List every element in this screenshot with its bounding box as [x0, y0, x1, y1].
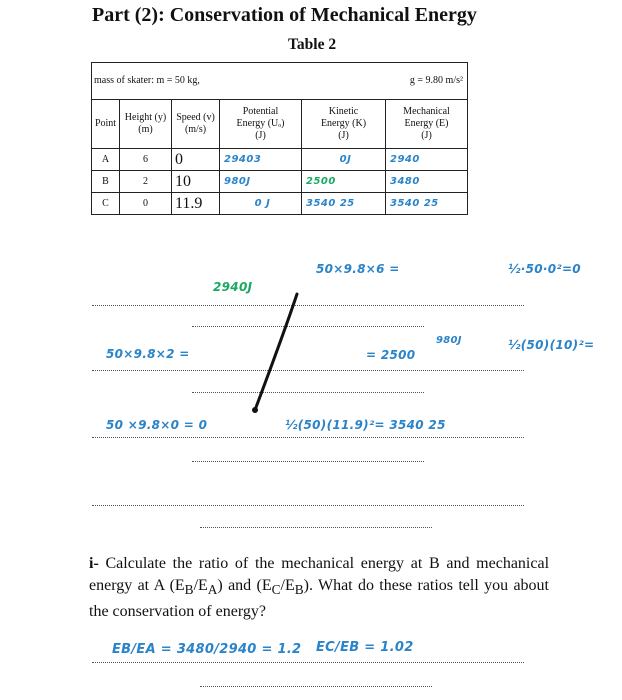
question-label: i- — [89, 555, 99, 572]
question-body: Calculate the ratio of the mechanical energy at B and mechanical energy at A $(E_B/E_A)$ and $(E_C/E_B)$. What do these ratios tell you about the conservation of energy? — [89, 555, 550, 621]
pen-stroke — [245, 290, 305, 420]
cell-speed: 0 — [172, 149, 220, 171]
table-header-row — [92, 100, 468, 149]
cell-kinetic: 0J — [302, 149, 386, 171]
header-point: Point — [92, 100, 120, 149]
work-potential-c: 50 ×9.8×0 = 0 — [106, 418, 208, 432]
work-result-b: 980J — [436, 335, 462, 346]
table-row — [92, 171, 468, 193]
dotted-line — [92, 437, 524, 438]
cell-height: 0 — [120, 193, 172, 215]
cell-potential: 29403 — [220, 149, 302, 171]
cell-mechanical: 3540 25 — [386, 193, 468, 215]
work-kinetic-c: ½(50)(11.9)²= 3540 25 — [285, 418, 446, 432]
cell-speed: 10 — [172, 171, 220, 193]
cell-mechanical: 3480 — [386, 171, 468, 193]
work-kinetic-b-formula: ½(50)(10)²= — [508, 338, 595, 352]
answer-ratio-b: EC/EB = 1.02 — [316, 640, 414, 655]
work-potential-b: 50×9.8×2 = — [106, 347, 190, 361]
dotted-line — [92, 662, 524, 663]
work-potential-a: 50×9.8×6 = — [316, 262, 400, 276]
energy-table — [91, 62, 468, 215]
table-row — [92, 149, 468, 171]
dotted-line — [92, 305, 524, 306]
mass-label: mass of skater: m = 50 kg, — [94, 75, 200, 86]
cell-height: 6 — [120, 149, 172, 171]
dotted-line — [192, 392, 424, 393]
dotted-line — [92, 505, 524, 506]
cell-point: A — [92, 149, 120, 171]
header-mechanical: Mechanical Energy (E) (J) — [386, 100, 468, 149]
cell-mechanical: 2940 — [386, 149, 468, 171]
work-kinetic-b: = 2500 — [366, 348, 416, 362]
dotted-line — [192, 326, 424, 327]
cell-kinetic: 2500 — [302, 171, 386, 193]
header-height: Height (y) (m) — [120, 100, 172, 149]
header-potential: Potential Energy (Uₒ) (J) — [220, 100, 302, 149]
answer-ratio-a: EB/EA = 3480/2940 = 1.2 — [112, 642, 302, 657]
table-meta-row — [92, 63, 468, 100]
work-result-a: 2940J — [213, 280, 253, 294]
dotted-line — [92, 370, 524, 371]
dotted-line — [200, 686, 432, 687]
cell-kinetic: 3540 25 — [302, 193, 386, 215]
cell-height: 2 — [120, 171, 172, 193]
question-text — [89, 553, 549, 623]
table-row — [92, 193, 468, 215]
dotted-line — [192, 461, 424, 462]
header-speed: Speed (v) (m/s) — [172, 100, 220, 149]
dotted-line — [200, 527, 432, 528]
header-kinetic: Kinetic Energy (K) (J) — [302, 100, 386, 149]
cell-potential: 980J — [220, 171, 302, 193]
meta-cell — [92, 63, 468, 100]
table-caption: Table 2 — [288, 36, 337, 53]
cell-potential: 0 J — [220, 193, 302, 215]
page-title: Part (2): Conservation of Mechanical Energy — [92, 4, 477, 26]
g-label: g = 9.80 m/s² — [409, 75, 463, 86]
cell-point: C — [92, 193, 120, 215]
cell-point: B — [92, 171, 120, 193]
work-kinetic-a: ½·50·0²=0 — [508, 262, 581, 276]
cell-speed: 11.9 — [172, 193, 220, 215]
